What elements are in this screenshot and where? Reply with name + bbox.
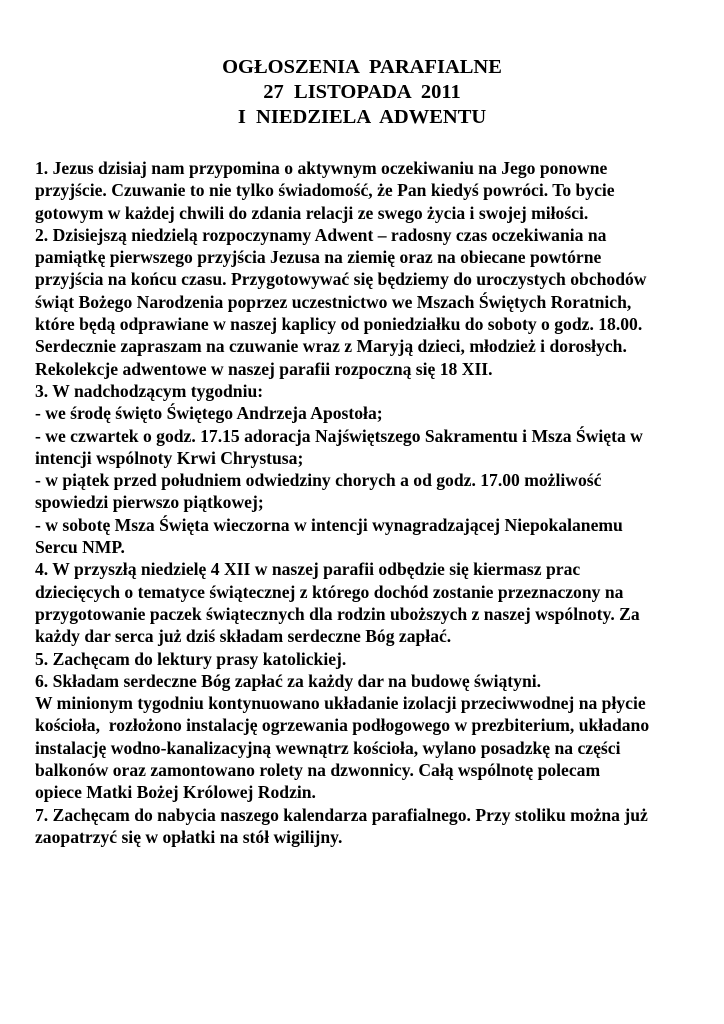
header-sunday: I NIEDZIELA ADWENTU [237, 106, 487, 128]
body-line: - we czwartek o godz. 17.15 adoracja Najświętszego Sakramentu i Msza Święta w [35, 425, 643, 446]
body-line: kościoła, rozłożono instalację ogrzewania podłogowego w prezbiterium, układano [35, 715, 650, 736]
body-line: - we środę święto Świętego Andrzeja Apostoła; [35, 403, 383, 424]
body-line: które będą odprawiane w naszej kaplicy od poniedziałku do soboty o godz. 18.00. [35, 314, 643, 335]
body-line: W minionym tygodniu kontynuowano układanie izolacji przeciwwodnej na płycie [35, 693, 646, 714]
body-line: instalację wodno-kanalizacyjną wewnątrz kościoła, wylano posadzkę na części [35, 737, 621, 758]
body-line: 3. W nadchodzącym tygodniu: [35, 380, 264, 401]
announcement-header [0, 55, 724, 130]
body-line: świąt Bożego Narodzenia poprzez uczestnictwo we Mszach Świętych Roratnich, [35, 291, 632, 312]
header-title: OGŁOSZENIA PARAFIALNE [222, 56, 502, 78]
body-line: Rekolekcje adwentowe w naszej parafii rozpoczną się 18 XII. [35, 358, 493, 379]
body-line: zaopatrzyć się w opłatki na stół wigilijny. [35, 826, 343, 847]
body-line: Serdecznie zapraszam na czuwanie wraz z Maryją dzieci, młodzież i dorosłych. [35, 336, 627, 357]
header-date: 27 LISTOPADA 2011 [263, 81, 461, 103]
body-line: 2. Dzisiejszą niedzielą rozpoczynamy Adwent – radosny czas oczekiwania na [35, 224, 607, 245]
body-line: 6. Składam serdeczne Bóg zapłać za każdy dar na budowę świątyni. [35, 670, 542, 691]
body-line: dziecięcych o tematyce świątecznej z którego dochód zostanie przeznaczony na [35, 581, 624, 602]
body-line: 4. W przyszłą niedzielę 4 XII w naszej parafii odbędzie się kiermasz prac [35, 559, 581, 580]
body-line: opiece Matki Bożej Królowej Rodzin. [35, 782, 316, 803]
body-line: - w piątek przed południem odwiedziny chorych a od godz. 17.00 możliwość [35, 470, 602, 491]
body-line: 1. Jezus dzisiaj nam przypomina o aktywnym oczekiwaniu na Jego ponowne [35, 158, 608, 178]
body-line: każdy dar serca już dziś składam serdeczne Bóg zapłać. [35, 626, 452, 647]
body-line: - w sobotę Msza Święta wieczorna w intencji wynagradzającej Niepokalanemu [35, 514, 623, 535]
body-line: balkonów oraz zamontowano rolety na dzwonnicy. Całą wspólnotę polecam [35, 760, 601, 781]
body-line: gotowym w każdej chwili do zdania relacji ze swego życia i swojej miłości. [35, 202, 589, 223]
announcement-body [35, 157, 724, 848]
body-line: Sercu NMP. [35, 537, 125, 558]
body-line: przygotowanie paczek świątecznych dla rodzin uboższych z naszej wspólnoty. Za [35, 603, 640, 624]
body-line: 7. Zachęcam do nabycia naszego kalendarza parafialnego. Przy stoliku można już [35, 804, 648, 825]
body-line: intencji wspólnoty Krwi Chrystusa; [35, 447, 304, 468]
body-line: przyjścia na końcu czasu. Przygotowywać się będziemy do uroczystych obchodów [35, 269, 647, 290]
body-line: pamiątkę pierwszego przyjścia Jezusa na ziemię oraz na obiecane powtórne [35, 247, 602, 268]
body-line: 5. Zachęcam do lektury prasy katolickiej. [35, 648, 347, 669]
body-line: przyjście. Czuwanie to nie tylko świadomość, że Pan kiedyś powróci. To bycie [35, 180, 615, 201]
body-line: spowiedzi pierwszo piątkowej; [35, 492, 264, 513]
